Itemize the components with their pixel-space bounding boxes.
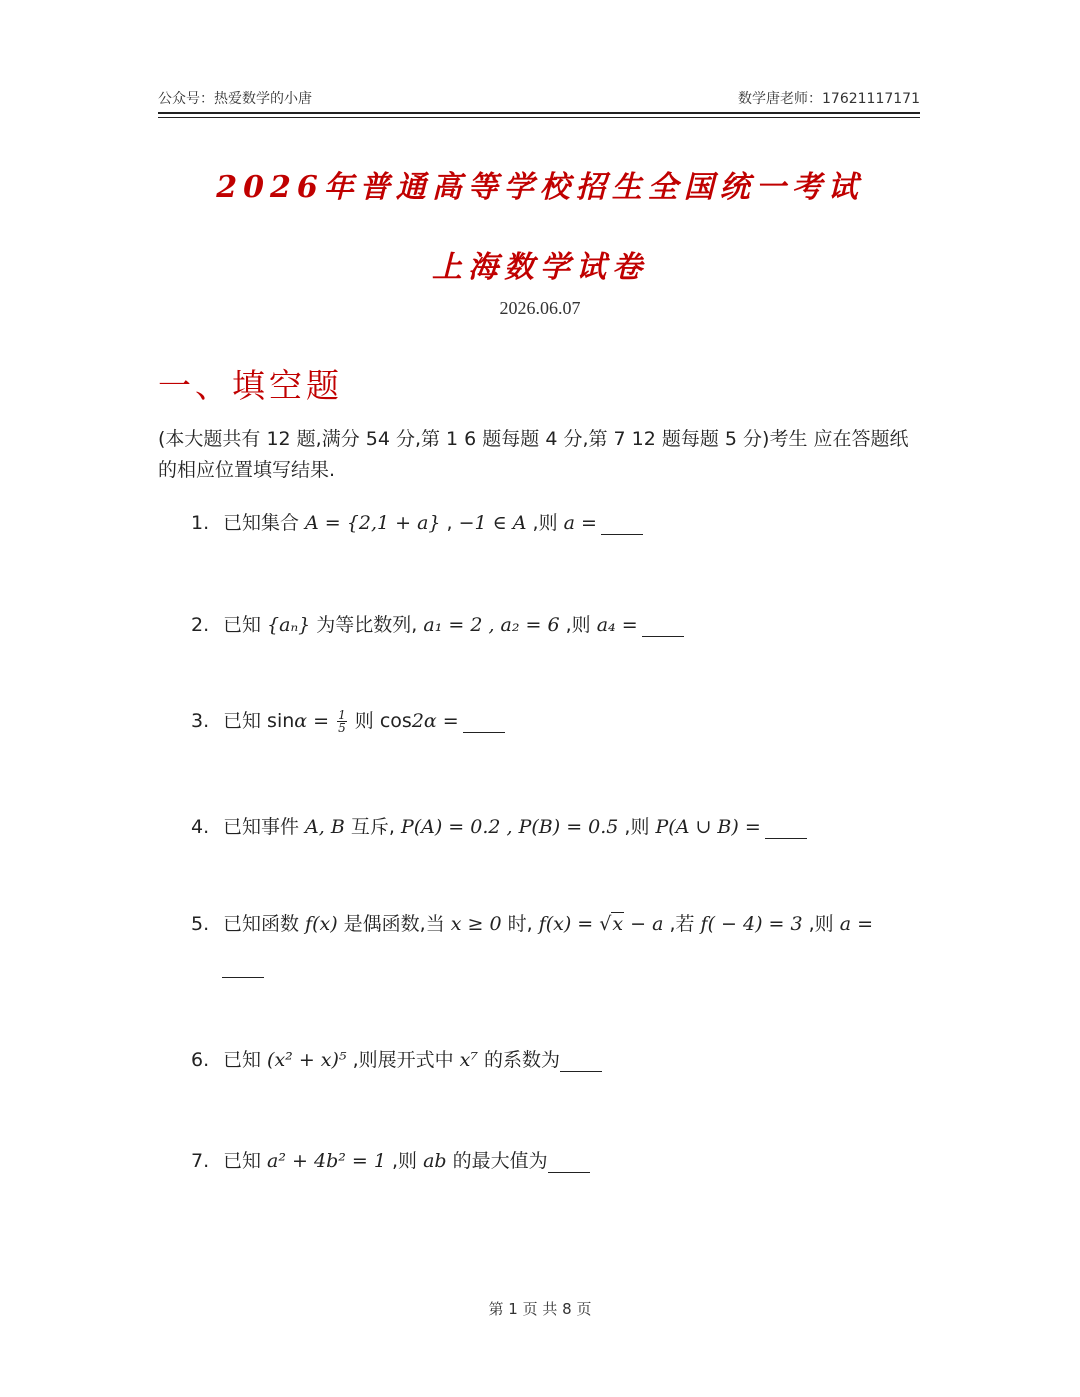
question-text: 已知事件 (223, 816, 306, 838)
question-text: 已知 (223, 614, 268, 636)
answer-blank (222, 977, 264, 978)
question-text: ,则 (618, 816, 656, 838)
math-expression: a (839, 913, 852, 935)
header-rule-thin (158, 117, 920, 118)
question-5-blank-line (222, 955, 264, 978)
question-2 (191, 610, 684, 637)
question-number: 2. (191, 614, 210, 636)
page-header (158, 88, 920, 110)
question-text: 已知 (223, 1049, 268, 1071)
question-text: = (615, 614, 638, 636)
math-expression: x ≥ 0 (450, 913, 502, 935)
question-6 (191, 1045, 602, 1072)
question-number: 3. (191, 710, 210, 732)
question-text: 已知 sin (223, 710, 295, 732)
math-expression: − a (624, 913, 664, 935)
math-expression: a₄ (596, 614, 616, 636)
question-text: 互斥, (344, 816, 401, 838)
answer-blank (601, 534, 643, 535)
fraction-numerator: 1 (338, 708, 346, 722)
question-number: 5. (191, 913, 210, 935)
header-right: 数学唐老师：17621117171 (738, 91, 920, 107)
question-text: ,则 (802, 913, 840, 935)
question-text: = (851, 913, 874, 935)
question-text: 为等比数列, (310, 614, 424, 636)
question-text: ,则 (526, 512, 564, 534)
section-intro: (本大题共有 12 题,满分 54 分,第 1 6 题每题 4 分,第 7 12 题每题 5 分)考生 应在答题纸的相应位置填写结果. (158, 428, 909, 481)
question-text: , (440, 512, 459, 534)
math-expression: a₁ = 2 , a₂ = 6 (423, 614, 560, 636)
math-expression: f( − 4) = 3 (700, 913, 803, 935)
radicand: x (612, 913, 624, 935)
math-expression: f(x) = (538, 913, 600, 935)
question-number: 1. (191, 512, 210, 534)
exam-date: 2026.06.07 (499, 298, 581, 318)
question-text: ,则 (559, 614, 597, 636)
question-text: 则 cos (348, 710, 412, 732)
math-expression: 2α (411, 710, 437, 732)
question-text: = (738, 816, 761, 838)
header-rule-thick (158, 112, 920, 114)
answer-blank (560, 1071, 602, 1072)
math-expression: f(x) (305, 913, 338, 935)
question-text: 的系数为 (478, 1049, 561, 1071)
question-3 (191, 706, 505, 734)
math-expression: −1 ∈ A (458, 512, 527, 534)
question-4 (191, 812, 807, 839)
question-text: 已知函数 (223, 913, 306, 935)
math-expression: (x² + x)⁵ (267, 1049, 347, 1071)
question-number: 6. (191, 1049, 210, 1071)
math-expression: α (294, 710, 308, 732)
question-text: = (307, 710, 336, 732)
answer-blank (765, 838, 807, 839)
math-expression: P(A) = 0.2 , P(B) = 0.5 (400, 816, 619, 838)
math-expression: P(A ∪ B) (655, 816, 739, 838)
question-5 (191, 909, 873, 936)
question-text: 已知集合 (223, 512, 306, 534)
header-left: 公众号：热爱数学的小唐 (158, 91, 312, 107)
question-text: 已知 (223, 1150, 268, 1172)
math-expression: A, B (305, 816, 345, 838)
question-text: ,则 (385, 1150, 424, 1172)
question-1 (191, 508, 643, 535)
question-text: 时, (501, 913, 539, 935)
answer-blank (463, 732, 505, 733)
question-number: 7. (191, 1150, 210, 1172)
math-expression: ab (423, 1150, 447, 1172)
exam-title: 2026年普通高等学校招生全国统一考试 (216, 170, 864, 205)
exam-subtitle: 上海数学试卷 (432, 250, 648, 285)
question-text: = (574, 512, 597, 534)
math-expression: x⁷ (459, 1049, 479, 1071)
question-7 (191, 1146, 590, 1173)
question-text: ,则展开式中 (346, 1049, 460, 1071)
math-expression: {aₙ} (267, 614, 311, 636)
math-expression: a (563, 512, 575, 534)
question-number: 4. (191, 816, 210, 838)
question-text: ,若 (663, 913, 701, 935)
answer-blank (642, 636, 684, 637)
question-text: = (436, 710, 459, 732)
question-text: 的最大值为 (446, 1150, 548, 1172)
question-text: 是偶函数,当 (337, 913, 451, 935)
fraction (337, 709, 347, 734)
page-footer: 第 1 页 共 8 页 (488, 1300, 592, 1318)
math-expression: A = {2,1 + a} (305, 512, 441, 534)
answer-blank (548, 1172, 590, 1173)
square-root: √x (599, 913, 624, 935)
math-expression: a² + 4b² = 1 (267, 1150, 386, 1172)
section-heading: 一、填空题 (158, 366, 343, 405)
fraction-denominator: 5 (338, 721, 346, 735)
